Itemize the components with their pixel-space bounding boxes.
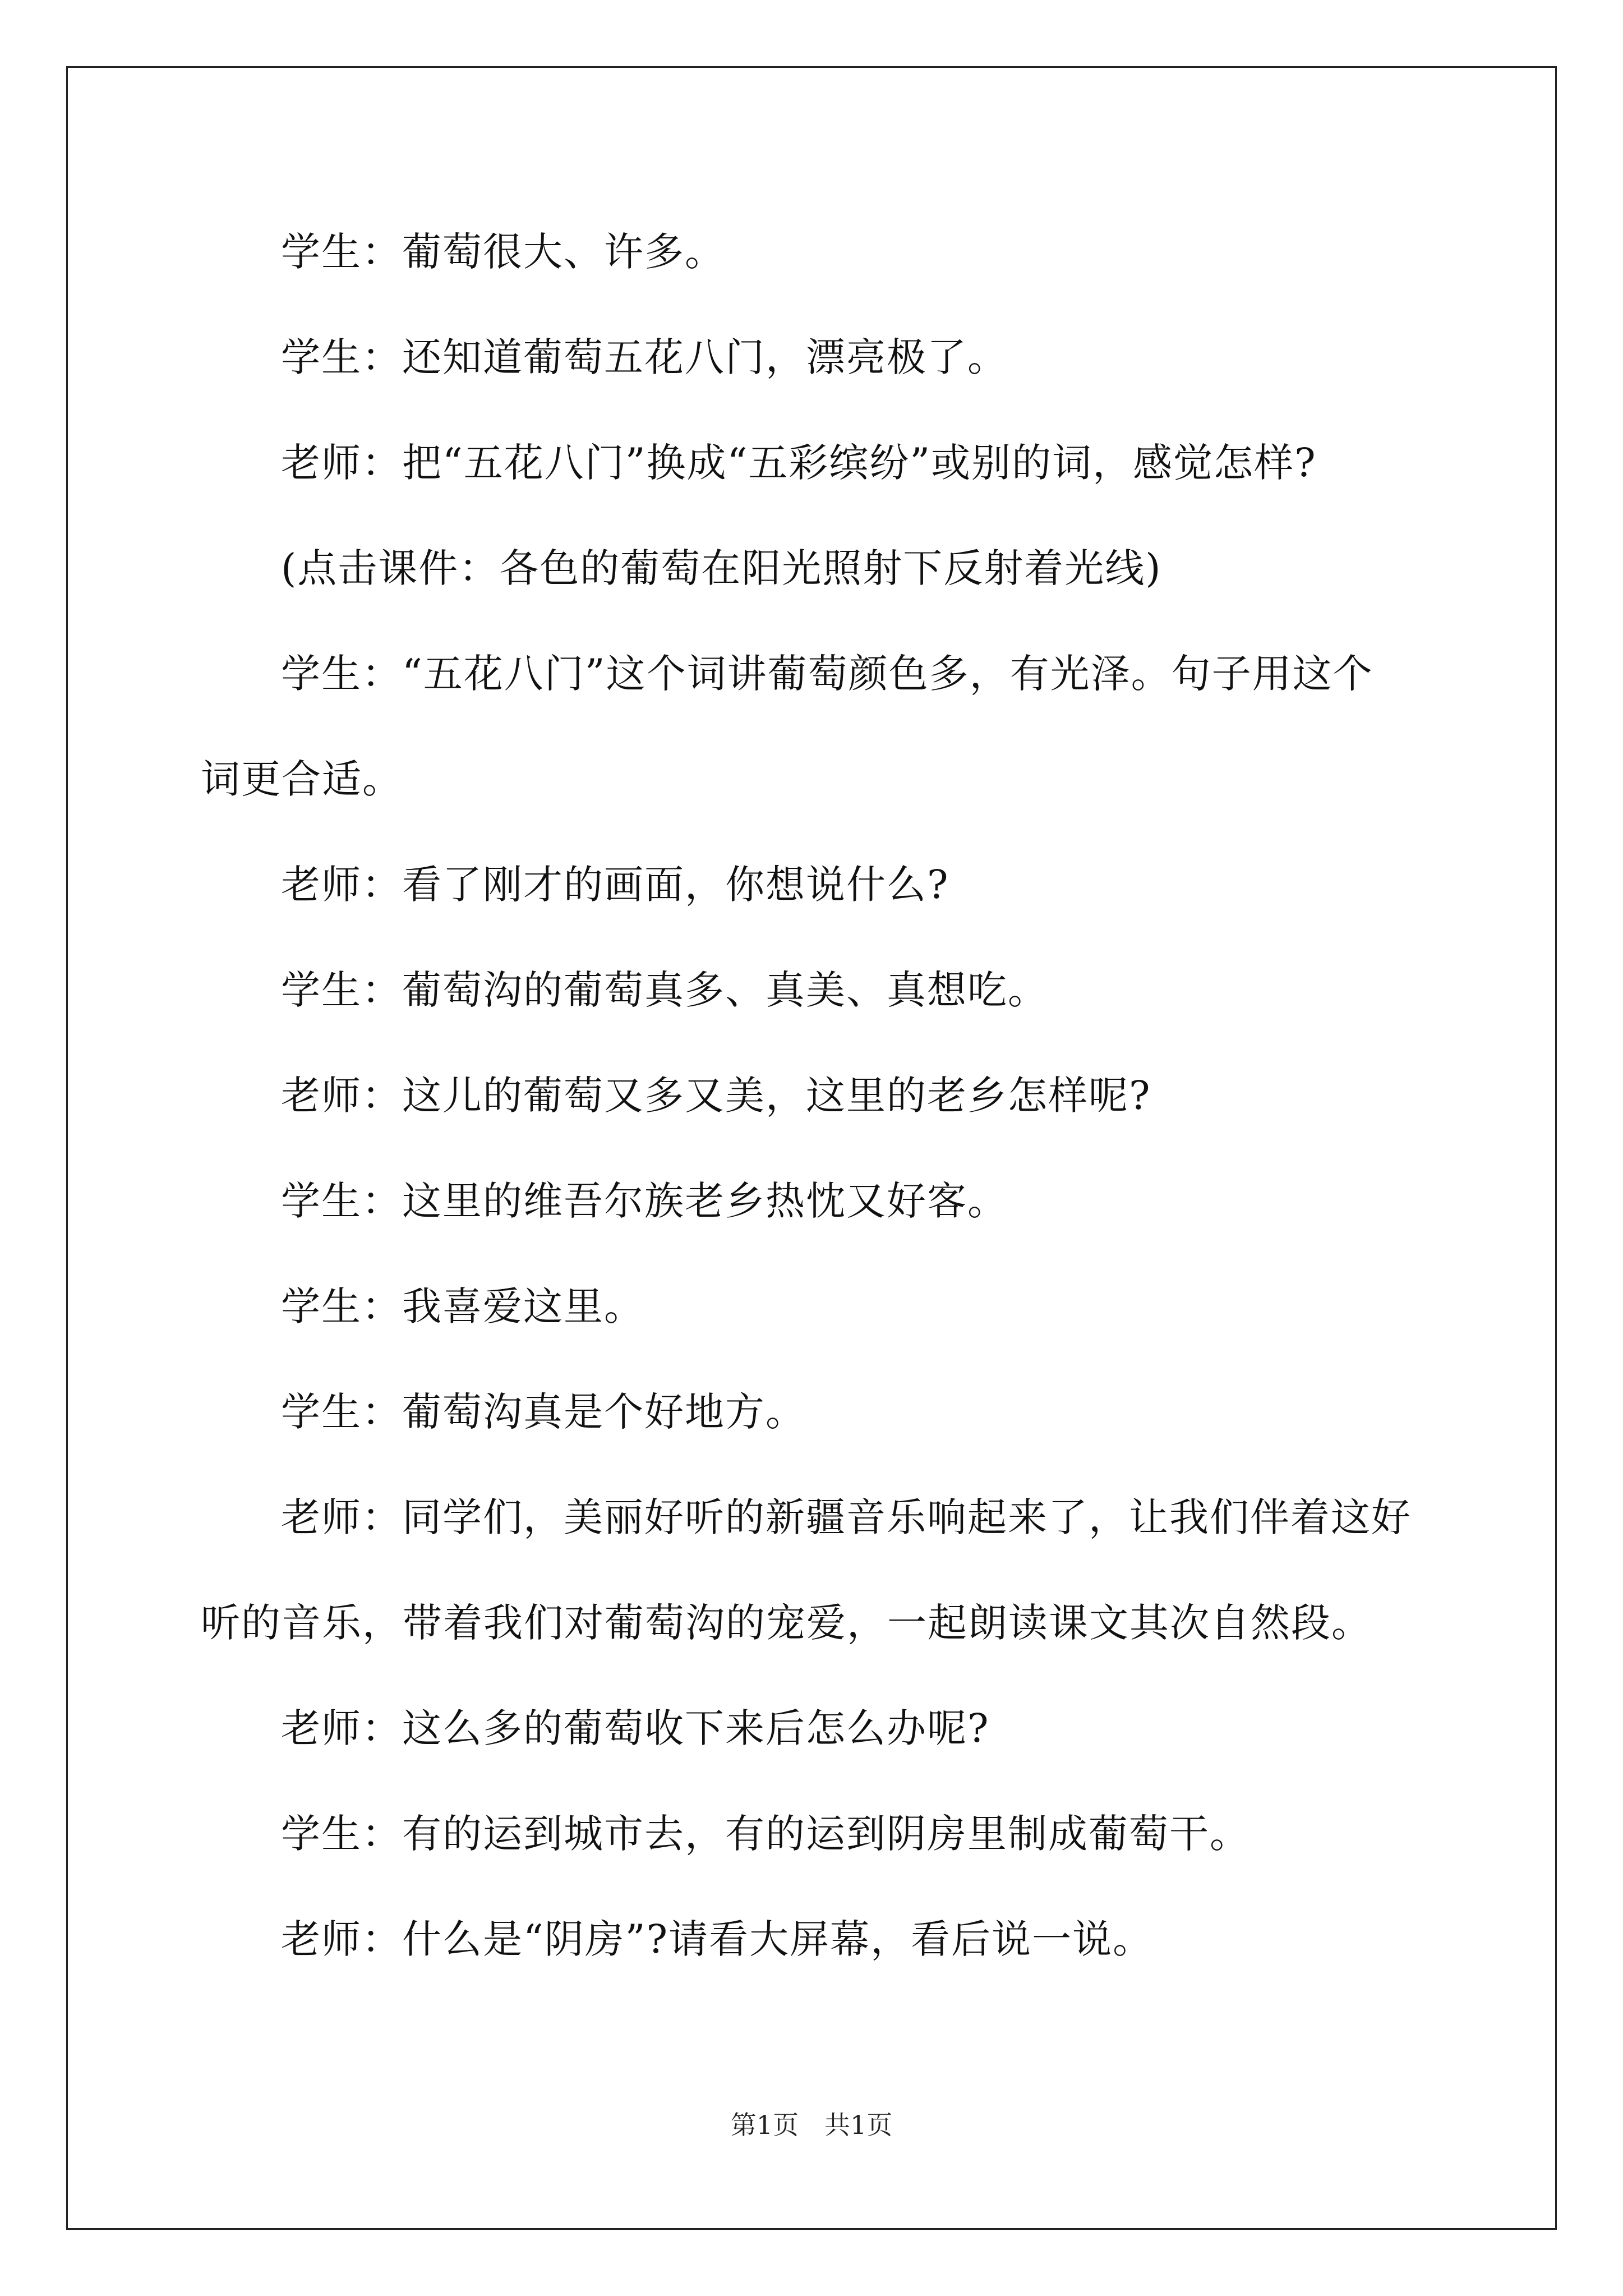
text-line: 学生：这里的维吾尔族老乡热忱又好客。 [281,1178,1008,1224]
text-line: 听的音乐，带着我们对葡萄沟的宠爱，一起朗读课文其次自然段。 [201,1600,1372,1646]
text-line: 老师：同学们，美丽好听的新疆音乐响起来了，让我们伴着这好 [281,1494,1412,1540]
text-line: 老师：看了刚才的画面，你想说什么? [281,862,949,908]
text-line: (点击课件：各色的葡萄在阳光照射下反射着光线) [281,545,1162,591]
text-line: 老师：这么多的葡萄收下来后怎么办呢? [281,1705,990,1751]
page-total: 共1页 [824,2110,893,2140]
page-number: 第1页 [730,2110,799,2140]
text-line: 学生：葡萄很大、许多。 [281,229,725,275]
document-body [201,199,1435,1992]
text-line: 老师：什么是“阴房”?请看大屏幕，看后说一说。 [281,1916,1154,1962]
text-line: 学生：我喜爱这里。 [281,1283,644,1329]
text-line: 学生：还知道葡萄五花八门，漂亮极了。 [281,334,1008,380]
text-line: 学生：有的运到城市去，有的运到阴房里制成葡萄干。 [281,1811,1250,1857]
page-footer [0,2108,1623,2142]
text-line: 词更合适。 [201,756,403,802]
text-line: 学生：“五花八门”这个词讲葡萄颜色多，有光泽。句子用这个 [281,651,1373,697]
text-line: 老师：这儿的葡萄又多又美，这里的老乡怎样呢? [281,1073,1151,1119]
text-line: 老师：把“五花八门”换成“五彩缤纷”或别的词，感觉怎样? [281,440,1317,486]
text-line: 学生：葡萄沟真是个好地方。 [281,1389,806,1435]
text-line: 学生：葡萄沟的葡萄真多、真美、真想吃。 [281,967,1048,1013]
